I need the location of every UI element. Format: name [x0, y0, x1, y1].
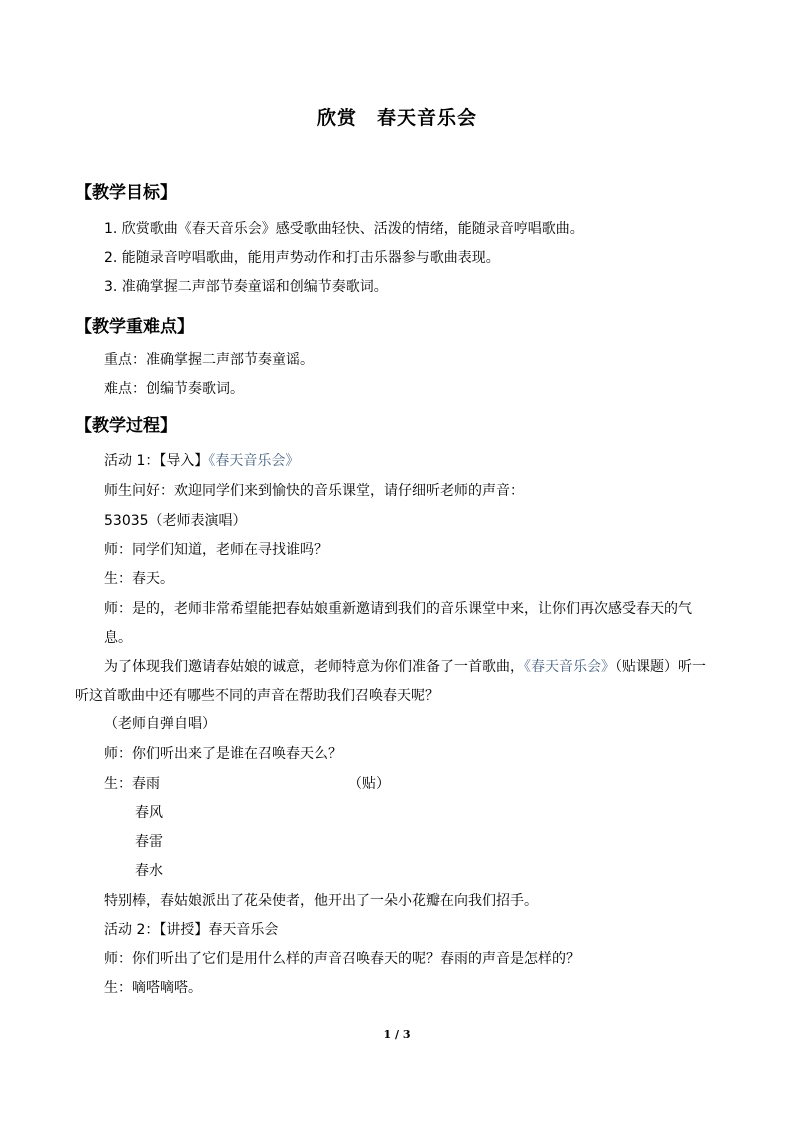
section-heading-keypoints: 【教学重难点】 [75, 317, 194, 337]
song-intro-text-a: 为了体现我们邀请春姑娘的诚意，老师特意为你们准备了一首歌曲， [104, 659, 524, 675]
self-play-line: （老师自弹自唱） [104, 716, 216, 732]
activity-1-song-title: 《春天音乐会》 [208, 453, 300, 469]
keypoint-item: 重点：准确掌握二声部节奏童谣。 [104, 352, 314, 368]
goal-item-3: 3. 准确掌握二声部节奏童谣和创编节奏歌词。 [104, 279, 388, 295]
document-title: 欣赏 春天音乐会 [316, 107, 477, 129]
goal-item-2: 2. 能随录音哼唱歌曲，能用声势动作和打击乐器参与歌曲表现。 [104, 250, 500, 266]
answer-1-line: 生：春天。 [104, 571, 174, 587]
activity-2-line: 活动 2：【讲授】春天音乐会 [104, 922, 279, 938]
activity-1-label: 活动 1：【导入】 [104, 453, 209, 469]
question-2-line: 师：你们听出来了是谁在召唤春天么？ [104, 746, 342, 762]
paragraph-song-intro [75, 653, 718, 711]
answer-list-item: 春雷 [135, 834, 163, 850]
difficulty-item: 难点：创编节奏歌词。 [104, 381, 244, 397]
greeting-line: 师生问好：欢迎同学们来到愉快的音乐课堂，请仔细听老师的声音： [104, 483, 524, 499]
answer-3-line: 生：嘀嗒嘀嗒。 [104, 980, 202, 996]
sing-line: 53035（老师表演唱） [104, 513, 247, 529]
song-intro-title: 《春天音乐会》 [524, 659, 615, 675]
question-3-line: 师：你们听出了它们是用什么样的声音召唤春天的呢？春雨的声音是怎样的？ [104, 951, 580, 967]
paragraph-invite: 师：是的，老师非常希望能把春姑娘重新邀请到我们的音乐课堂中来，让你们再次感受春天的气息。 [104, 601, 692, 646]
answer-list-item: 春风 [135, 805, 163, 821]
section-heading-goals: 【教学目标】 [75, 183, 177, 203]
question-1-line: 师：同学们知道，老师在寻找谁吗？ [104, 542, 328, 558]
page-number: 1 / 3 [383, 1028, 411, 1041]
answer-list-item: 春水 [135, 863, 163, 879]
praise-line: 特别棒，春姑娘派出了花朵使者，他开出了一朵小花瓣在向我们招手。 [104, 893, 538, 909]
answer-2-note: （贴） [348, 776, 390, 792]
goal-item-1: 1. 欣赏歌曲《春天音乐会》感受歌曲轻快、活泼的情绪，能随录音哼唱歌曲。 [104, 221, 584, 237]
activity-1-line [104, 451, 299, 471]
section-heading-process: 【教学过程】 [75, 416, 177, 436]
song-intro-text-b: （贴课题）听一听这首歌曲中还有哪些不同的声音在帮助我们召唤春天呢？ [75, 659, 706, 704]
answer-2-line: 生：春雨 [104, 776, 160, 792]
